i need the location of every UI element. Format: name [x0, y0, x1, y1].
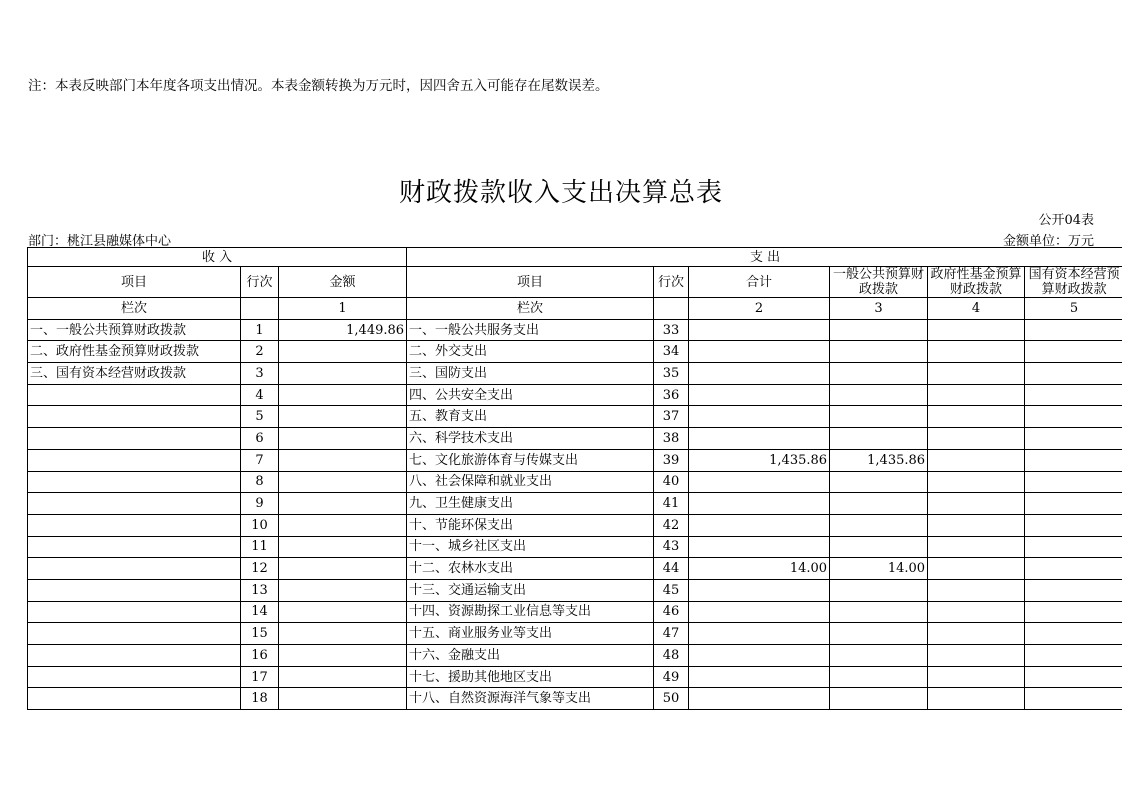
- table-row: [28, 319, 1122, 341]
- state-capital-cell: [1025, 666, 1122, 688]
- income-item-header: 项目: [28, 267, 241, 298]
- state-capital-cell: [1025, 536, 1122, 558]
- gov-fund-cell: [928, 384, 1025, 406]
- income-item-cell: [28, 601, 241, 623]
- expense-item-cell: 四、公共安全支出: [407, 384, 654, 406]
- total-cell: [689, 579, 830, 601]
- general-budget-cell: [830, 514, 928, 536]
- income-line-cell: 3: [241, 363, 279, 385]
- table-row: [28, 428, 1122, 450]
- expense-item-cell: 十八、自然资源海洋气象等支出: [407, 688, 654, 710]
- table-row: [28, 579, 1122, 601]
- expense-item-cell: 十五、商业服务业等支出: [407, 623, 654, 645]
- expense-item-cell: 八、社会保障和就业支出: [407, 471, 654, 493]
- income-amount-cell: [279, 514, 407, 536]
- budget-table: [27, 247, 1122, 710]
- income-line-cell: 12: [241, 558, 279, 580]
- income-amount-cell: [279, 579, 407, 601]
- income-amount-cell: [279, 471, 407, 493]
- total-cell: [689, 493, 830, 515]
- state-capital-cell: [1025, 601, 1122, 623]
- state-capital-cell: [1025, 471, 1122, 493]
- income-line-cell: 4: [241, 384, 279, 406]
- total-cell: [689, 514, 830, 536]
- income-amount-cell: [279, 384, 407, 406]
- total-cell: [689, 471, 830, 493]
- general-budget-cell: [830, 384, 928, 406]
- col-number-4: 4: [928, 298, 1025, 320]
- expense-line-cell: 37: [654, 406, 689, 428]
- state-capital-cell: [1025, 579, 1122, 601]
- income-item-cell: [28, 449, 241, 471]
- income-amount-cell: [279, 558, 407, 580]
- state-capital-cell: [1025, 363, 1122, 385]
- income-item-cell: [28, 493, 241, 515]
- header-row-columns: [28, 267, 1122, 298]
- gov-fund-cell: [928, 493, 1025, 515]
- gov-fund-cell: [928, 428, 1025, 450]
- income-amount-cell: [279, 645, 407, 667]
- general-budget-cell: [830, 493, 928, 515]
- expense-line-cell: 40: [654, 471, 689, 493]
- col-number-2: 2: [689, 298, 830, 320]
- state-capital-cell: [1025, 493, 1122, 515]
- income-amount-cell: [279, 666, 407, 688]
- general-budget-cell: [830, 406, 928, 428]
- income-item-cell: [28, 623, 241, 645]
- income-item-cell: 二、政府性基金预算财政拨款: [28, 341, 241, 363]
- general-budget-cell: [830, 471, 928, 493]
- total-cell: [689, 623, 830, 645]
- expense-item-cell: 九、卫生健康支出: [407, 493, 654, 515]
- income-item-cell: [28, 471, 241, 493]
- income-amount-cell: [279, 493, 407, 515]
- expense-line-cell: 39: [654, 449, 689, 471]
- income-item-cell: [28, 514, 241, 536]
- expense-header: 支 出: [407, 248, 1122, 267]
- general-budget-cell: [830, 579, 928, 601]
- income-item-cell: [28, 406, 241, 428]
- state-capital-cell: [1025, 384, 1122, 406]
- total-cell: [689, 384, 830, 406]
- general-budget-cell: [830, 688, 928, 710]
- gov-fund-cell: [928, 449, 1025, 471]
- col-number-1: 1: [279, 298, 407, 320]
- general-budget-cell: [830, 319, 928, 341]
- income-line-cell: 1: [241, 319, 279, 341]
- gov-fund-cell: [928, 623, 1025, 645]
- state-capital-header: 国有资本经营预算财政拨款: [1025, 267, 1122, 298]
- state-capital-cell: [1025, 623, 1122, 645]
- general-budget-cell: [830, 601, 928, 623]
- income-line-cell: 18: [241, 688, 279, 710]
- header-row-sections: [28, 248, 1122, 267]
- gov-fund-cell: [928, 645, 1025, 667]
- income-header: 收 入: [28, 248, 407, 267]
- gov-fund-cell: [928, 319, 1025, 341]
- total-cell: [689, 363, 830, 385]
- general-budget-cell: [830, 645, 928, 667]
- income-item-cell: [28, 666, 241, 688]
- general-budget-cell: [830, 666, 928, 688]
- income-item-cell: [28, 428, 241, 450]
- general-budget-header: 一般公共预算财政拨款: [830, 267, 928, 298]
- income-line-cell: 15: [241, 623, 279, 645]
- expense-item-cell: 十四、资源勘探工业信息等支出: [407, 601, 654, 623]
- expense-item-cell: 十六、金融支出: [407, 645, 654, 667]
- expense-line-cell: 47: [654, 623, 689, 645]
- table-row: [28, 449, 1122, 471]
- income-line-cell: 5: [241, 406, 279, 428]
- gov-fund-header: 政府性基金预算财政拨款: [928, 267, 1025, 298]
- state-capital-cell: [1025, 406, 1122, 428]
- expense-line-cell: 35: [654, 363, 689, 385]
- table-row: [28, 341, 1122, 363]
- expense-line-cell: 45: [654, 579, 689, 601]
- income-amount-cell: [279, 341, 407, 363]
- table-row: [28, 645, 1122, 667]
- income-item-cell: [28, 558, 241, 580]
- total-cell: [689, 536, 830, 558]
- expense-item-cell: 七、文化旅游体育与传媒支出: [407, 449, 654, 471]
- gov-fund-cell: [928, 536, 1025, 558]
- table-row: [28, 493, 1122, 515]
- gov-fund-cell: [928, 471, 1025, 493]
- income-item-cell: [28, 579, 241, 601]
- general-budget-cell: [830, 623, 928, 645]
- department-label: 部门：桃江县融媒体中心: [28, 234, 172, 249]
- income-line-cell: 2: [241, 341, 279, 363]
- total-cell: 1,435.86: [689, 449, 830, 471]
- general-budget-cell: [830, 341, 928, 363]
- gov-fund-cell: [928, 514, 1025, 536]
- income-item-cell: 三、国有资本经营财政拨款: [28, 363, 241, 385]
- table-row: [28, 406, 1122, 428]
- total-cell: [689, 428, 830, 450]
- total-cell: [689, 688, 830, 710]
- table-row: [28, 666, 1122, 688]
- expense-line-cell: 44: [654, 558, 689, 580]
- page-title: 财政拨款收入支出决算总表: [398, 178, 723, 208]
- expense-line-cell: 36: [654, 384, 689, 406]
- total-cell: [689, 601, 830, 623]
- state-capital-cell: [1025, 341, 1122, 363]
- total-cell: [689, 666, 830, 688]
- gov-fund-cell: [928, 406, 1025, 428]
- expense-item-cell: 十一、城乡社区支出: [407, 536, 654, 558]
- column-number-row: [28, 298, 1122, 320]
- table-row: [28, 514, 1122, 536]
- expense-line-cell: 34: [654, 341, 689, 363]
- income-line-cell: 10: [241, 514, 279, 536]
- total-cell: [689, 319, 830, 341]
- state-capital-cell: [1025, 688, 1122, 710]
- table-row: [28, 536, 1122, 558]
- income-line-cell: 17: [241, 666, 279, 688]
- income-amount-cell: [279, 449, 407, 471]
- income-line-cell: 7: [241, 449, 279, 471]
- income-amount-cell: 1,449.86: [279, 319, 407, 341]
- table-row: [28, 363, 1122, 385]
- income-amount-cell: [279, 623, 407, 645]
- table-row: [28, 384, 1122, 406]
- expense-line-cell: 33: [654, 319, 689, 341]
- income-line-cell: 9: [241, 493, 279, 515]
- expense-line-cell: 48: [654, 645, 689, 667]
- general-budget-cell: [830, 363, 928, 385]
- state-capital-cell: [1025, 558, 1122, 580]
- total-cell: [689, 645, 830, 667]
- income-amount-cell: [279, 428, 407, 450]
- expense-item-cell: 十、节能环保支出: [407, 514, 654, 536]
- table-row: [28, 623, 1122, 645]
- expense-line-cell: 46: [654, 601, 689, 623]
- expense-item-header: 项目: [407, 267, 654, 298]
- gov-fund-cell: [928, 558, 1025, 580]
- gov-fund-cell: [928, 601, 1025, 623]
- table-note: 注：本表反映部门本年度各项支出情况。本表金额转换为万元时，因四舍五入可能存在尾数误差。: [28, 78, 609, 94]
- income-item-cell: [28, 536, 241, 558]
- expense-item-cell: 十七、援助其他地区支出: [407, 666, 654, 688]
- table-row: [28, 558, 1122, 580]
- income-line-cell: 11: [241, 536, 279, 558]
- income-amount-cell: [279, 536, 407, 558]
- expense-item-cell: 六、科学技术支出: [407, 428, 654, 450]
- general-budget-cell: 1,435.86: [830, 449, 928, 471]
- income-item-cell: [28, 645, 241, 667]
- expense-line-cell: 49: [654, 666, 689, 688]
- income-line-cell: 8: [241, 471, 279, 493]
- table-row: [28, 688, 1122, 710]
- income-item-cell: [28, 384, 241, 406]
- gov-fund-cell: [928, 579, 1025, 601]
- income-line-cell: 6: [241, 428, 279, 450]
- income-line-cell: 13: [241, 579, 279, 601]
- income-line-cell: 14: [241, 601, 279, 623]
- income-line-header: 行次: [241, 267, 279, 298]
- income-amount-cell: [279, 688, 407, 710]
- income-amount-cell: [279, 363, 407, 385]
- state-capital-cell: [1025, 514, 1122, 536]
- total-header: 合计: [689, 267, 830, 298]
- expense-item-cell: 二、外交支出: [407, 341, 654, 363]
- state-capital-cell: [1025, 449, 1122, 471]
- income-item-cell: [28, 688, 241, 710]
- income-amount-cell: [279, 406, 407, 428]
- income-amount-cell: [279, 601, 407, 623]
- gov-fund-cell: [928, 688, 1025, 710]
- expense-line-cell: 41: [654, 493, 689, 515]
- expense-item-cell: 十三、交通运输支出: [407, 579, 654, 601]
- general-budget-cell: 14.00: [830, 558, 928, 580]
- gov-fund-cell: [928, 341, 1025, 363]
- expense-line-cell: 42: [654, 514, 689, 536]
- expense-line-header: 行次: [654, 267, 689, 298]
- expense-item-cell: 三、国防支出: [407, 363, 654, 385]
- cell-empty: [241, 298, 279, 320]
- unit-label: 金额单位：万元: [1002, 234, 1094, 249]
- expense-line-cell: 38: [654, 428, 689, 450]
- expense-item-cell: 十二、农林水支出: [407, 558, 654, 580]
- col-label-expense: 栏次: [407, 298, 654, 320]
- general-budget-cell: [830, 536, 928, 558]
- col-number-5: 5: [1025, 298, 1122, 320]
- income-item-cell: 一、一般公共预算财政拨款: [28, 319, 241, 341]
- state-capital-cell: [1025, 645, 1122, 667]
- general-budget-cell: [830, 428, 928, 450]
- col-number-3: 3: [830, 298, 928, 320]
- cell-empty: [654, 298, 689, 320]
- total-cell: [689, 341, 830, 363]
- gov-fund-cell: [928, 666, 1025, 688]
- expense-item-cell: 一、一般公共服务支出: [407, 319, 654, 341]
- col-label-income: 栏次: [28, 298, 241, 320]
- table-code: 公开04表: [1038, 213, 1094, 228]
- expense-line-cell: 43: [654, 536, 689, 558]
- income-line-cell: 16: [241, 645, 279, 667]
- table-row: [28, 471, 1122, 493]
- total-cell: 14.00: [689, 558, 830, 580]
- state-capital-cell: [1025, 319, 1122, 341]
- income-amount-header: 金额: [279, 267, 407, 298]
- expense-item-cell: 五、教育支出: [407, 406, 654, 428]
- expense-line-cell: 50: [654, 688, 689, 710]
- state-capital-cell: [1025, 428, 1122, 450]
- gov-fund-cell: [928, 363, 1025, 385]
- table-row: [28, 601, 1122, 623]
- total-cell: [689, 406, 830, 428]
